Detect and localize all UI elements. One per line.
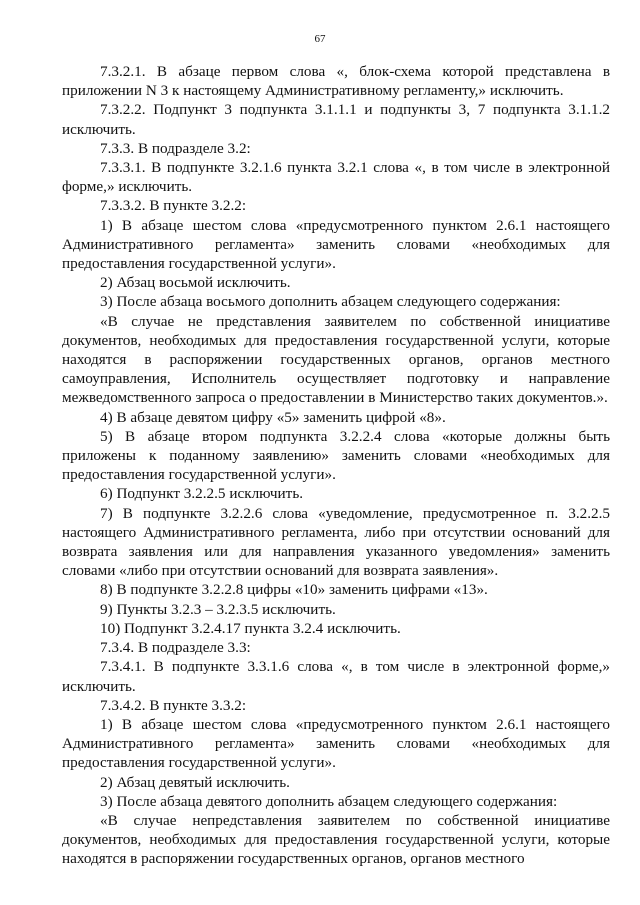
paragraph: 1) В абзаце шестом слова «предусмотренного пунктом 2.6.1 настоящего Административного регламента» заменить словами «необходимых для предоставления государственной услуги».: [62, 715, 610, 772]
paragraph: 3) После абзаца восьмого дополнить абзацем следующего содержания:: [100, 293, 561, 311]
paragraph: 7.3.4. В подразделе 3.3:: [100, 639, 251, 657]
paragraph: 10) Подпункт 3.2.4.17 пункта 3.2.4 исключить.: [100, 619, 401, 637]
paragraph: 6) Подпункт 3.2.2.5 исключить.: [100, 485, 304, 503]
paragraph: 7.3.3.2. В пункте 3.2.2:: [100, 197, 247, 215]
paragraph: 8) В подпункте 3.2.2.8 цифры «10» заменить цифрами «13».: [100, 581, 488, 599]
paragraph: 4) В абзаце девятом цифру «5» заменить цифрой «8».: [100, 408, 446, 426]
paragraph: 5) В абзаце втором подпункта 3.2.2.4 слова «которые должны быть приложены к поданному заявлению» заменить словами «необходимых для предоставления государственной услуги».: [62, 427, 610, 484]
paragraph: «В случае непредставления заявителем по собственной инициативе документов, необходимых для предоставления государственной услуги, которые находятся в распоряжении государственных органов, органов местного: [62, 811, 610, 868]
paragraph: 2) Абзац восьмой исключить.: [100, 274, 291, 292]
paragraph: 2) Абзац девятый исключить.: [100, 773, 290, 791]
paragraph: 1) В абзаце шестом слова «предусмотренного пунктом 2.6.1 настоящего Административного регламента» заменить словами «необходимых для предоставления государственной услуги».: [62, 216, 610, 273]
paragraph: 7.3.4.1. В подпункте 3.3.1.6 слова «, в том числе в электронной форме,» исключить.: [62, 658, 610, 695]
paragraph: «В случае не представления заявителем по собственной инициативе документов, необходимых для предоставления государственной услуги, которые находятся в распоряжении государственных органов, органов местного самоуправления, Исполнитель осуществляет подготовку и направление межведомственного запроса о предоставлении в Министерство таких документов.».: [62, 312, 610, 407]
paragraph: 7.3.3.1. В подпункте 3.2.1.6 пункта 3.2.1 слова «, в том числе в электронной форме,» исключить.: [62, 159, 610, 196]
paragraph: 7.3.2.1. В абзаце первом слова «, блок-схема которой представлена в приложении N 3 к настоящему Административному регламенту,» исключить.: [62, 63, 610, 100]
paragraph: 9) Пункты 3.2.3 – 3.2.3.5 исключить.: [100, 600, 336, 618]
paragraph: 3) После абзаца девятого дополнить абзацем следующего содержания:: [100, 792, 558, 810]
paragraph: 7.3.4.2. В пункте 3.3.2:: [100, 696, 247, 714]
paragraph: 7) В подпункте 3.2.2.6 слова «уведомление, предусмотренное п. 3.2.2.5 настоящего Административного регламента, либо при отсутствии оснований для возврата заявления или для направления указанного уведомления» заменить словами «либо при отсутствии оснований для возврата заявления».: [62, 504, 610, 580]
document-body: [62, 62, 610, 869]
paragraph: 7.3.3. В подразделе 3.2:: [100, 139, 251, 157]
paragraph: 7.3.2.2. Подпункт 3 подпункта 3.1.1.1 и подпункты 3, 7 подпункта 3.1.1.2 исключить.: [62, 101, 610, 138]
page-number: 67: [314, 33, 326, 45]
